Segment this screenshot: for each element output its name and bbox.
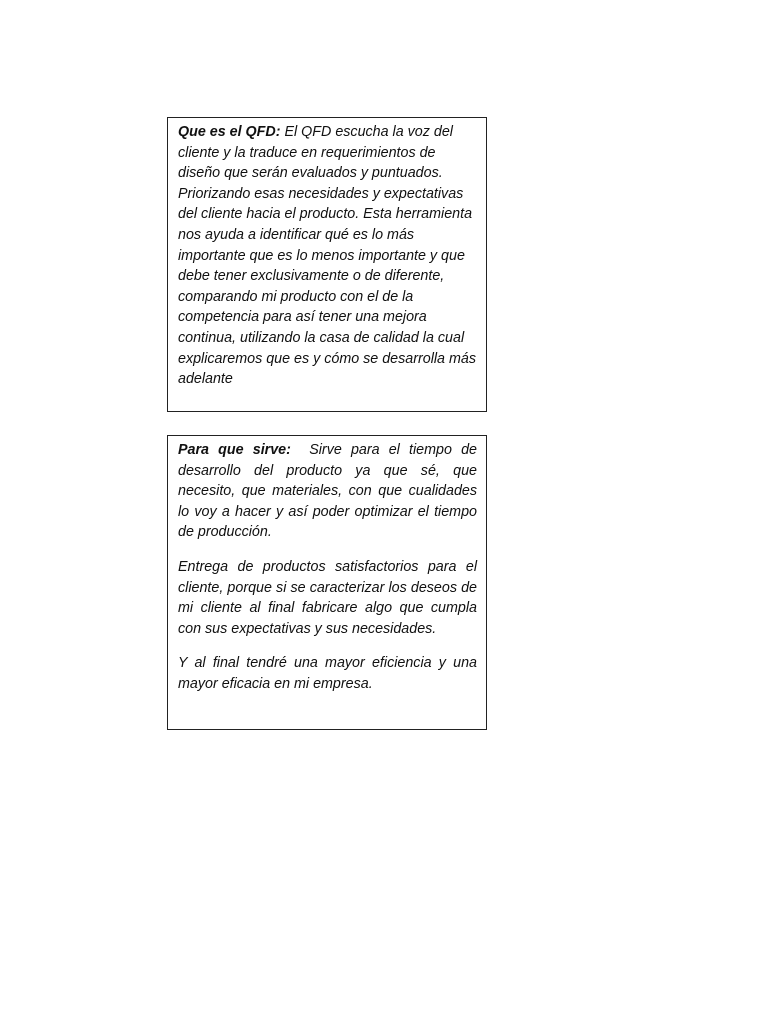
qfd-definition-text: El QFD escucha la voz del cliente y la traduce en requerimientos de diseño que serán evaluados y puntuados. Priorizando esas necesidades y expectativas del cliente hacia el producto. Esta herramienta nos ayuda a identificar qué es lo más importante que es lo menos importante y que debe tener exclusivamente o de diferente, comparando mi producto con el de la competencia para así tener una mejora continua, utilizando la casa de calidad la cual explicaremos que es y cómo se desarrolla más adelante [178, 124, 476, 388]
qfd-definition-box [167, 117, 487, 412]
qfd-heading: Que es el QFD: [178, 124, 281, 140]
purpose-box [167, 435, 487, 730]
purpose-paragraph-3: Y al final tendré una mayor eficiencia y una mayor eficacia en mi empresa. [178, 655, 477, 692]
purpose-heading: Para que sirve: [178, 442, 291, 458]
purpose-paragraph-1 [178, 440, 477, 543]
purpose-paragraph-2: Entrega de productos satisfactorios para el cliente, porque si se caracterizar los deseos de mi cliente al final fabricare algo que cumpla con sus expectativas y sus necesidades. [178, 558, 477, 637]
purpose-text-1: Sirve para el tiempo de desarrollo del producto ya que sé, que necesito, que materiales, con que cualidades lo voy a hacer y así poder optimizar el tiempo de producción. [178, 442, 477, 541]
qfd-definition-paragraph [178, 122, 477, 390]
